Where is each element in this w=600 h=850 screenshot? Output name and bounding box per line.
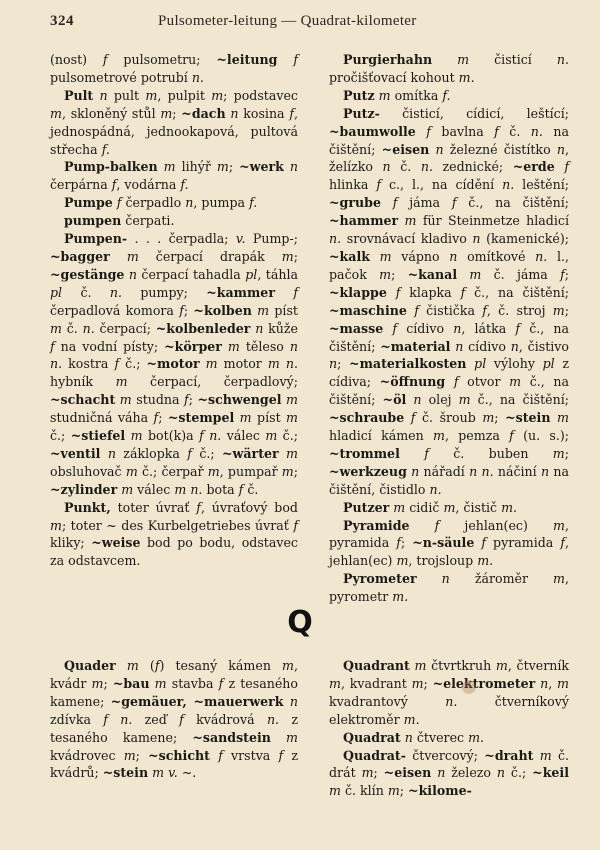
entry-pump-balken: Pump-balken m lihýř m; ~werk n čerpárna f, vodárna f. (50, 159, 298, 193)
left-column (50, 51, 298, 570)
entry-putzer: Putzer m cidič m, čistič m. (343, 499, 518, 515)
entry-quader: Quader m (f) tesaný kámen m, kvádr m; ~bau m stavba f z tesaného kamene; ~gemäuer, ~mauerwerk n zdívka f n. zeď f kvádrová n. z tesaného kamene; ~sandstein m kvádrovec m; ~schicht f vrstva f z kvádrů; ~stein m v. ~. (50, 658, 298, 781)
section-letter: Q (287, 605, 313, 640)
entry-quadrant: Quadrant m čtvrtkruh m, čtverník m, kvadrant m; ~elektrometer n, m kvadrantový n. čtverníkový elektroměr m. (329, 658, 569, 727)
entry-pumpe: Pumpe f čerpadlo n, pumpa f. (64, 195, 258, 211)
paper-stain (462, 680, 476, 694)
right-column (329, 51, 569, 606)
entry-pyramide: Pyramide f jehlan(ec) m, pyramida f; ~n-säule f pyramida f, jehlan(ec) m, trojsloup m. (329, 517, 569, 569)
entry-punkt: Punkt, toter úvrať f, úvraťový bod m; toter ~ des Kurbelgetriebes úvrať f kliky; ~weise bod po bodu, odstavec za odstavcem. (50, 499, 298, 569)
right-column-q (329, 657, 569, 800)
entry-pumpen: pumpen čerpati. (64, 213, 175, 229)
entry-pult: Pult n pult m, pulpit m; podstavec m, skloněný stůl m; ~dach n kosina f, jednospádná, jednookapová, pultová střecha f. (50, 87, 298, 157)
entry-quadrat-compound: Quadrat- čtvercový; ~draht m č. drát m; ~eisen n železo n č.; ~keil m č. klín m; ~kilome- (329, 747, 569, 799)
entry-pumpen-compound: Pumpen- . . . čerpadla; v. Pump-; ~bagger m čerpací drapák m; ~gestänge n čerpací tahadla pl, táhla pl č. n. pumpy; ~kammer f čerpadlová komora f; ~kolben m píst m č. n. čerpací; ~kolbenleder n kůže f na vodní písty; ~körper m těleso n n. kostra f č.; ~motor m motor m n. hybník m čerpací, čerpadlový; ~schacht m studna f; ~schwengel m studničná váha f; ~stempel m píst m č.; ~stiefel m bot(k)a f n. válec m č.; ~ventil n záklopka f č.; ~wärter m obsluhovač m č.; čerpař m, pumpař m; ~zylinder m válec m n. bota f č. (50, 231, 298, 497)
entry-putz-compound: Putz- čisticí, cídicí, leštící; ~baumwolle f bavlna f č. n. na čištění; ~eisen n železné čistítko n, želízko n č. n. zednické; ~erde f hlinka f c., l., na cídění n. leštění; ~grube f jáma f č., na čištění; ~hammer m für Steinmetze hladicí n. srovnávací kladivo n (kamenické); ~kalk m vápno n omítkové n. l., pačok m; ~kanal m č. jáma f; ~klappe f klapka f č., na čištění; ~maschine f čistička f, č. stroj m; ~masse f cídivo n, látka f č., na čištění; ~material n cídivo n, čistivo n; ~materialkosten pl výlohy pl z cídiva; ~öffnung f otvor m č., na čištění; ~öl n olej m č., na čištění; ~schraube f č. šroub m; ~stein m hladicí kámen m, pemza f (u. s.); ~trommel f č. buben m; ~werkzeug n nářadí n n. náčiní n na čištění, čistidlo n. (329, 105, 570, 497)
left-column-q (50, 657, 298, 782)
page-header (50, 10, 570, 34)
entry-purgierhahn: Purgierhahn m čisticí n. pročišťovací kohout m. (329, 52, 569, 85)
entry-quadrat: Quadrat n čtverec m. (343, 729, 485, 745)
entry-pulsometer-cont: (nost) f pulsometru; ~leitung f pulsometrové potrubí n. (50, 52, 298, 85)
page-number: 324 (50, 13, 74, 29)
entry-putz: Putz m omítka f. (343, 87, 451, 103)
entry-pyrometer: Pyrometer n žároměr m, pyrometr m. (329, 571, 569, 605)
running-title: Pulsometer-leitung — Quadrat-kilometer (158, 13, 417, 29)
